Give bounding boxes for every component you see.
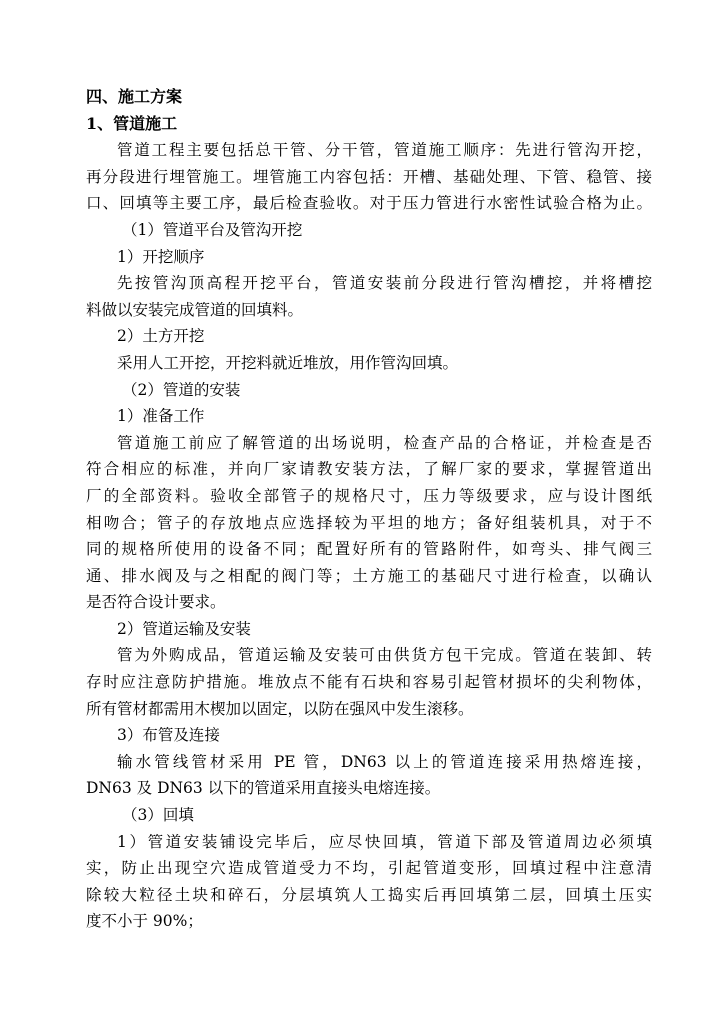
section-heading: 四、施工方案: [86, 87, 183, 106]
text-line: DN63 及 DN63 以下的管道采用直接头电熔连接。: [86, 779, 441, 798]
text-line: 管为外购成品，管道运输及安装可由供货方包干完成。管道在装卸、转: [117, 646, 652, 665]
text-line: 同的规格所使用的设备不同；配置好所有的管路附件，如弯头、排气阀三: [86, 540, 652, 559]
text-line: （3）回填: [122, 806, 194, 825]
subsection-heading: 1、管道施工: [86, 113, 178, 133]
text-line: 实，防止出现空穴造成管道受力不均，引起管道变形，回填过程中注意清: [86, 859, 652, 878]
text-line: 料做以安装完成管道的回填料。: [86, 300, 304, 319]
text-line: 度不小于 90%；: [86, 912, 203, 931]
document-body: [86, 137, 652, 935]
text-line: 是否符合设计要求。: [86, 593, 226, 612]
text-line: 3）布管及连接: [117, 726, 220, 745]
text-line: 输水管线管材采用 PE 管，DN63 以上的管道连接采用热熔连接，: [117, 752, 652, 771]
text-line: 2）土方开挖: [117, 327, 205, 346]
text-line: 所有管材都需用木楔加以固定，以防在强风中发生滚移。: [86, 699, 474, 718]
text-line: 1）准备工作: [117, 407, 205, 426]
text-line: 管道工程主要包括总干管、分干管，管道施工顺序：先进行管沟开挖，: [117, 141, 652, 160]
text-line: 符合相应的标准，并向厂家请教安装方法，了解厂家的要求，掌握管道出: [86, 460, 652, 479]
text-line: 先按管沟顶高程开挖平台，管道安装前分段进行管沟槽挖，并将槽挖: [117, 274, 652, 293]
text-line: 采用人工开挖，开挖料就近堆放，用作管沟回填。: [117, 353, 459, 372]
text-line: （1）管道平台及管沟开挖: [122, 220, 303, 239]
text-line: 管道施工前应了解管道的出场说明，检查产品的合格证，并检查是否: [117, 433, 652, 452]
text-line: 口、回填等主要工序，最后检查验收。对于压力管进行水密性试验合格为止。: [86, 194, 652, 213]
text-line: 1）开挖顺序: [117, 247, 205, 266]
text-line: （2）管道的安装: [122, 380, 241, 399]
document-page: [86, 84, 652, 935]
text-line: 厂的全部资料。验收全部管子的规格尺寸，压力等级要求，应与设计图纸: [86, 486, 652, 505]
text-line: 1）管道安装铺设完毕后，应尽快回填，管道下部及管道周边必须填: [117, 832, 652, 851]
text-line: 再分段进行埋管施工。埋管施工内容包括：开槽、基础处理、下管、稳管、接: [86, 167, 652, 186]
text-line: 相吻合；管子的存放地点应选择较为平坦的地方；备好组装机具，对于不: [86, 513, 652, 532]
text-line: 除较大粒径土块和碎石，分层填筑人工捣实后再回填第二层，回填土压实: [86, 885, 652, 904]
text-line: 2）管道运输及安装: [117, 619, 251, 638]
text-line: 存时应注意防护措施。堆放点不能有石块和容易引起管材损坏的尖利物体，: [86, 673, 652, 692]
text-line: 通、排水阀及与之相配的阀门等；土方施工的基础尺寸进行检查，以确认: [86, 566, 652, 585]
